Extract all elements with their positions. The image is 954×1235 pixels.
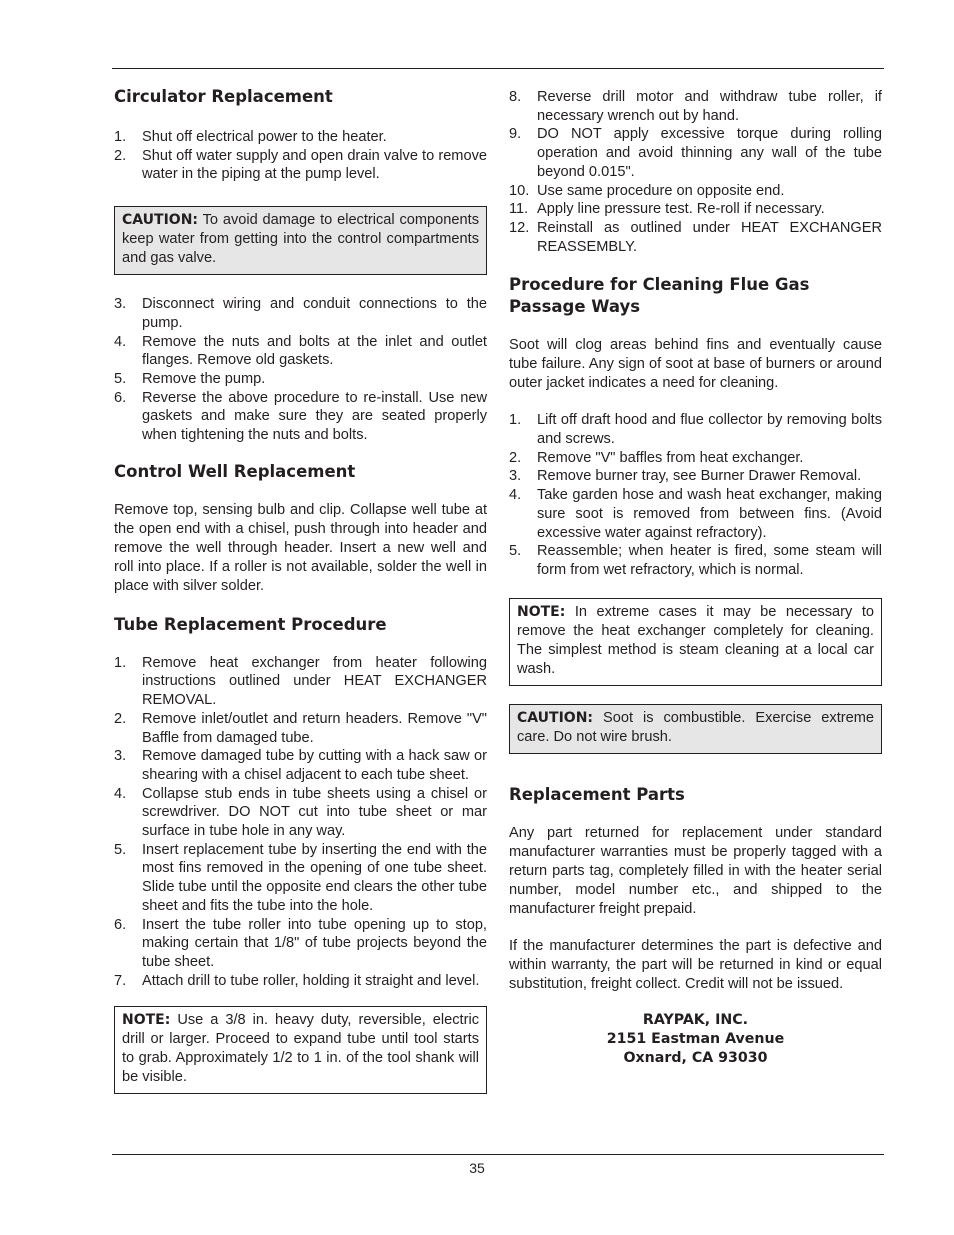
tube-replacement-heading: Tube Replacement Procedure bbox=[114, 614, 387, 634]
list-item-text: Reverse drill motor and withdraw tube roller, if necessary wrench out by hand. bbox=[537, 89, 882, 124]
list-item bbox=[114, 370, 487, 389]
caution-label: CAUTION: bbox=[122, 212, 199, 229]
flue-cleaning-intro: Soot will clog areas behind fins and eventually cause tube failure. Any sign of soot at base of burners or around outer jacket indicates a need for cleaning. bbox=[509, 337, 882, 392]
list-item-text: Remove damaged tube by cutting with a hack saw or shearing with a chisel adjacent to each tube sheet. bbox=[142, 748, 487, 783]
list-item-text: Lift off draft hood and flue collector by removing bolts and screws. bbox=[537, 412, 882, 448]
list-item-text: Remove the nuts and bolts at the inlet and outlet flanges. Remove old gaskets. bbox=[142, 333, 487, 369]
list-item bbox=[114, 654, 487, 710]
list-item bbox=[509, 467, 882, 486]
list-item-number: 7. bbox=[114, 972, 127, 989]
list-item-text: Attach drill to tube roller, holding it straight and level. bbox=[142, 972, 480, 989]
list-item-number: 12. bbox=[509, 219, 530, 236]
list-item bbox=[509, 200, 882, 219]
list-item-text: Remove burner tray, see Burner Drawer Removal. bbox=[537, 468, 862, 485]
list-item-number: 1. bbox=[114, 129, 127, 145]
list-item-text: Remove heat exchanger from heater following instructions outlined under HEAT EXCHANGER REMOVAL. bbox=[142, 654, 487, 709]
left-column bbox=[114, 86, 487, 1094]
circulator-steps-a bbox=[114, 128, 487, 184]
tube-replacement-steps bbox=[114, 654, 487, 991]
right-column bbox=[509, 86, 882, 1068]
list-item bbox=[509, 542, 882, 579]
list-item-number: 8. bbox=[509, 89, 522, 105]
note-label: NOTE: bbox=[517, 603, 566, 620]
top-rule bbox=[112, 68, 884, 69]
street-address: 2151 Eastman Avenue bbox=[606, 1030, 785, 1047]
list-item-text: Use same procedure on opposite end. bbox=[537, 182, 785, 199]
list-item-text: Apply line pressure test. Re-roll if necessary. bbox=[537, 201, 825, 218]
list-item-number: 6. bbox=[114, 389, 127, 406]
list-item-number: 2. bbox=[114, 147, 127, 164]
list-item-number: 6. bbox=[114, 916, 127, 933]
list-item bbox=[509, 182, 882, 201]
list-item bbox=[114, 128, 487, 147]
flue-cleaning-heading: Procedure for Cleaning Flue Gas Passage Ways bbox=[509, 275, 810, 317]
note-text: Use a 3/8 in. heavy duty, reversible, electric drill or larger. Proceed to expand tube until tool starts to grab. Approximately 1/2 to 1 in. of the tool shank will be visible. bbox=[122, 1012, 479, 1086]
list-item-text: Take garden hose and wash heat exchanger, making sure soot is removed from between fins. (Avoid excessive water against refractory). bbox=[537, 487, 882, 541]
note-label: NOTE: bbox=[122, 1012, 171, 1029]
list-item-number: 9. bbox=[509, 126, 522, 143]
list-item-text: Remove inlet/outlet and return headers. Remove "V" Baffle from damaged tube. bbox=[142, 710, 487, 746]
list-item bbox=[509, 88, 882, 125]
bottom-rule bbox=[112, 1154, 884, 1155]
list-item-text: Insert replacement tube by inserting the end with the most fins removed in the opening of one tube sheet. Slide tube until the opposite end clears the other tube sheet and fits the tube into the hole. bbox=[142, 841, 487, 914]
company-name: RAYPAK, INC. bbox=[642, 1011, 749, 1028]
list-item bbox=[114, 710, 487, 747]
list-item bbox=[114, 916, 487, 972]
circulator-steps-b bbox=[114, 295, 487, 445]
caution-soot-box bbox=[509, 704, 882, 754]
list-item-number: 3. bbox=[114, 748, 127, 765]
list-item-number: 3. bbox=[509, 468, 522, 485]
list-item-number: 4. bbox=[114, 333, 127, 350]
caution-label: CAUTION: bbox=[517, 709, 594, 726]
list-item bbox=[114, 972, 487, 991]
city-state-zip: Oxnard, CA 93030 bbox=[623, 1049, 768, 1066]
control-well-text: Remove top, sensing bulb and clip. Collapse well tube at the open end with a chisel, push through into header and remove the well through header. Insert a new well and roll into place. If a roller is not available, solder the well in place with silver solder. bbox=[114, 501, 487, 594]
list-item bbox=[114, 785, 487, 841]
list-item bbox=[114, 841, 487, 916]
list-item-text: Disconnect wiring and conduit connections to the pump. bbox=[142, 296, 487, 331]
list-item bbox=[509, 219, 882, 256]
list-item bbox=[509, 125, 882, 181]
list-item-number: 1. bbox=[509, 412, 522, 429]
list-item-text: Reverse the above procedure to re-install. Use new gaskets and make sure they are seated properly when tightening the nuts and bolts. bbox=[142, 389, 487, 444]
replacement-parts-paragraph-2: If the manufacturer determines the part is defective and within warranty, the part will be returned in kind or equal substitution, freight collect. Credit will not be issued. bbox=[509, 937, 882, 992]
list-item bbox=[509, 486, 882, 542]
list-item bbox=[114, 295, 487, 332]
circulator-replacement-heading: Circulator Replacement bbox=[114, 87, 333, 106]
page-number: 35 bbox=[469, 1160, 485, 1176]
replacement-parts-paragraph-1: Any part returned for replacement under standard manufacturer warranties must be properly tagged with a return parts tag, completely filled in with the heater serial number, model number etc., and shipped to the manufacturer freight prepaid. bbox=[509, 824, 882, 917]
steam-note-box bbox=[509, 598, 882, 686]
list-item-number: 11. bbox=[509, 201, 529, 218]
list-item-text: Reinstall as outlined under HEAT EXCHANGER REASSEMBLY. bbox=[537, 219, 882, 255]
list-item bbox=[114, 333, 487, 370]
list-item bbox=[509, 449, 882, 468]
list-item bbox=[114, 747, 487, 784]
replacement-parts-heading: Replacement Parts bbox=[509, 784, 685, 804]
note-text: In extreme cases it may be necessary to remove the heat exchanger completely for cleaning. The simplest method is steam cleaning at a local car wash. bbox=[517, 603, 874, 677]
list-item-number: 2. bbox=[114, 710, 127, 727]
list-item-text: Shut off electrical power to the heater. bbox=[142, 129, 387, 145]
list-item-number: 4. bbox=[114, 785, 127, 802]
list-item-number: 5. bbox=[114, 370, 127, 387]
caution-text: To avoid damage to electrical components keep water from getting into the control compartments and gas valve. bbox=[122, 212, 479, 267]
list-item-text: Remove the pump. bbox=[142, 370, 266, 387]
list-item bbox=[114, 147, 487, 184]
list-item-text: Collapse stub ends in tube sheets using a chisel or screwdriver. DO NOT cut into tube sheet or mar surface in tube hole in any way. bbox=[142, 785, 487, 840]
list-item-text: Insert the tube roller into tube opening up to stop, making certain that 1/8" of tube projects beyond the tube sheet. bbox=[142, 916, 487, 970]
list-item-number: 1. bbox=[114, 654, 127, 671]
list-item-text: DO NOT apply excessive torque during rolling operation and avoid thinning any wall of the tube beyond 0.015". bbox=[537, 126, 882, 180]
caution-electrical-box bbox=[114, 206, 487, 275]
list-item-text: Remove "V" baffles from heat exchanger. bbox=[537, 449, 804, 466]
list-item bbox=[509, 411, 882, 448]
list-item-number: 4. bbox=[509, 487, 522, 504]
company-address bbox=[509, 1011, 882, 1068]
list-item-text: Shut off water supply and open drain valve to remove water in the piping at the pump level. bbox=[142, 147, 487, 183]
flue-cleaning-steps bbox=[509, 411, 882, 579]
caution-text: Soot is combustible. Exercise extreme care. Do not wire brush. bbox=[517, 709, 874, 745]
list-item-number: 5. bbox=[114, 841, 127, 858]
tube-replacement-steps-continued bbox=[509, 88, 882, 256]
list-item bbox=[114, 389, 487, 445]
list-item-text: Reassemble; when heater is fired, some steam will form from wet refractory, which is normal. bbox=[537, 543, 882, 578]
list-item-number: 10. bbox=[509, 182, 530, 199]
drill-note-box bbox=[114, 1006, 487, 1094]
list-item-number: 2. bbox=[509, 449, 522, 466]
list-item-number: 3. bbox=[114, 296, 127, 313]
list-item-number: 5. bbox=[509, 543, 522, 560]
control-well-heading: Control Well Replacement bbox=[114, 461, 356, 481]
